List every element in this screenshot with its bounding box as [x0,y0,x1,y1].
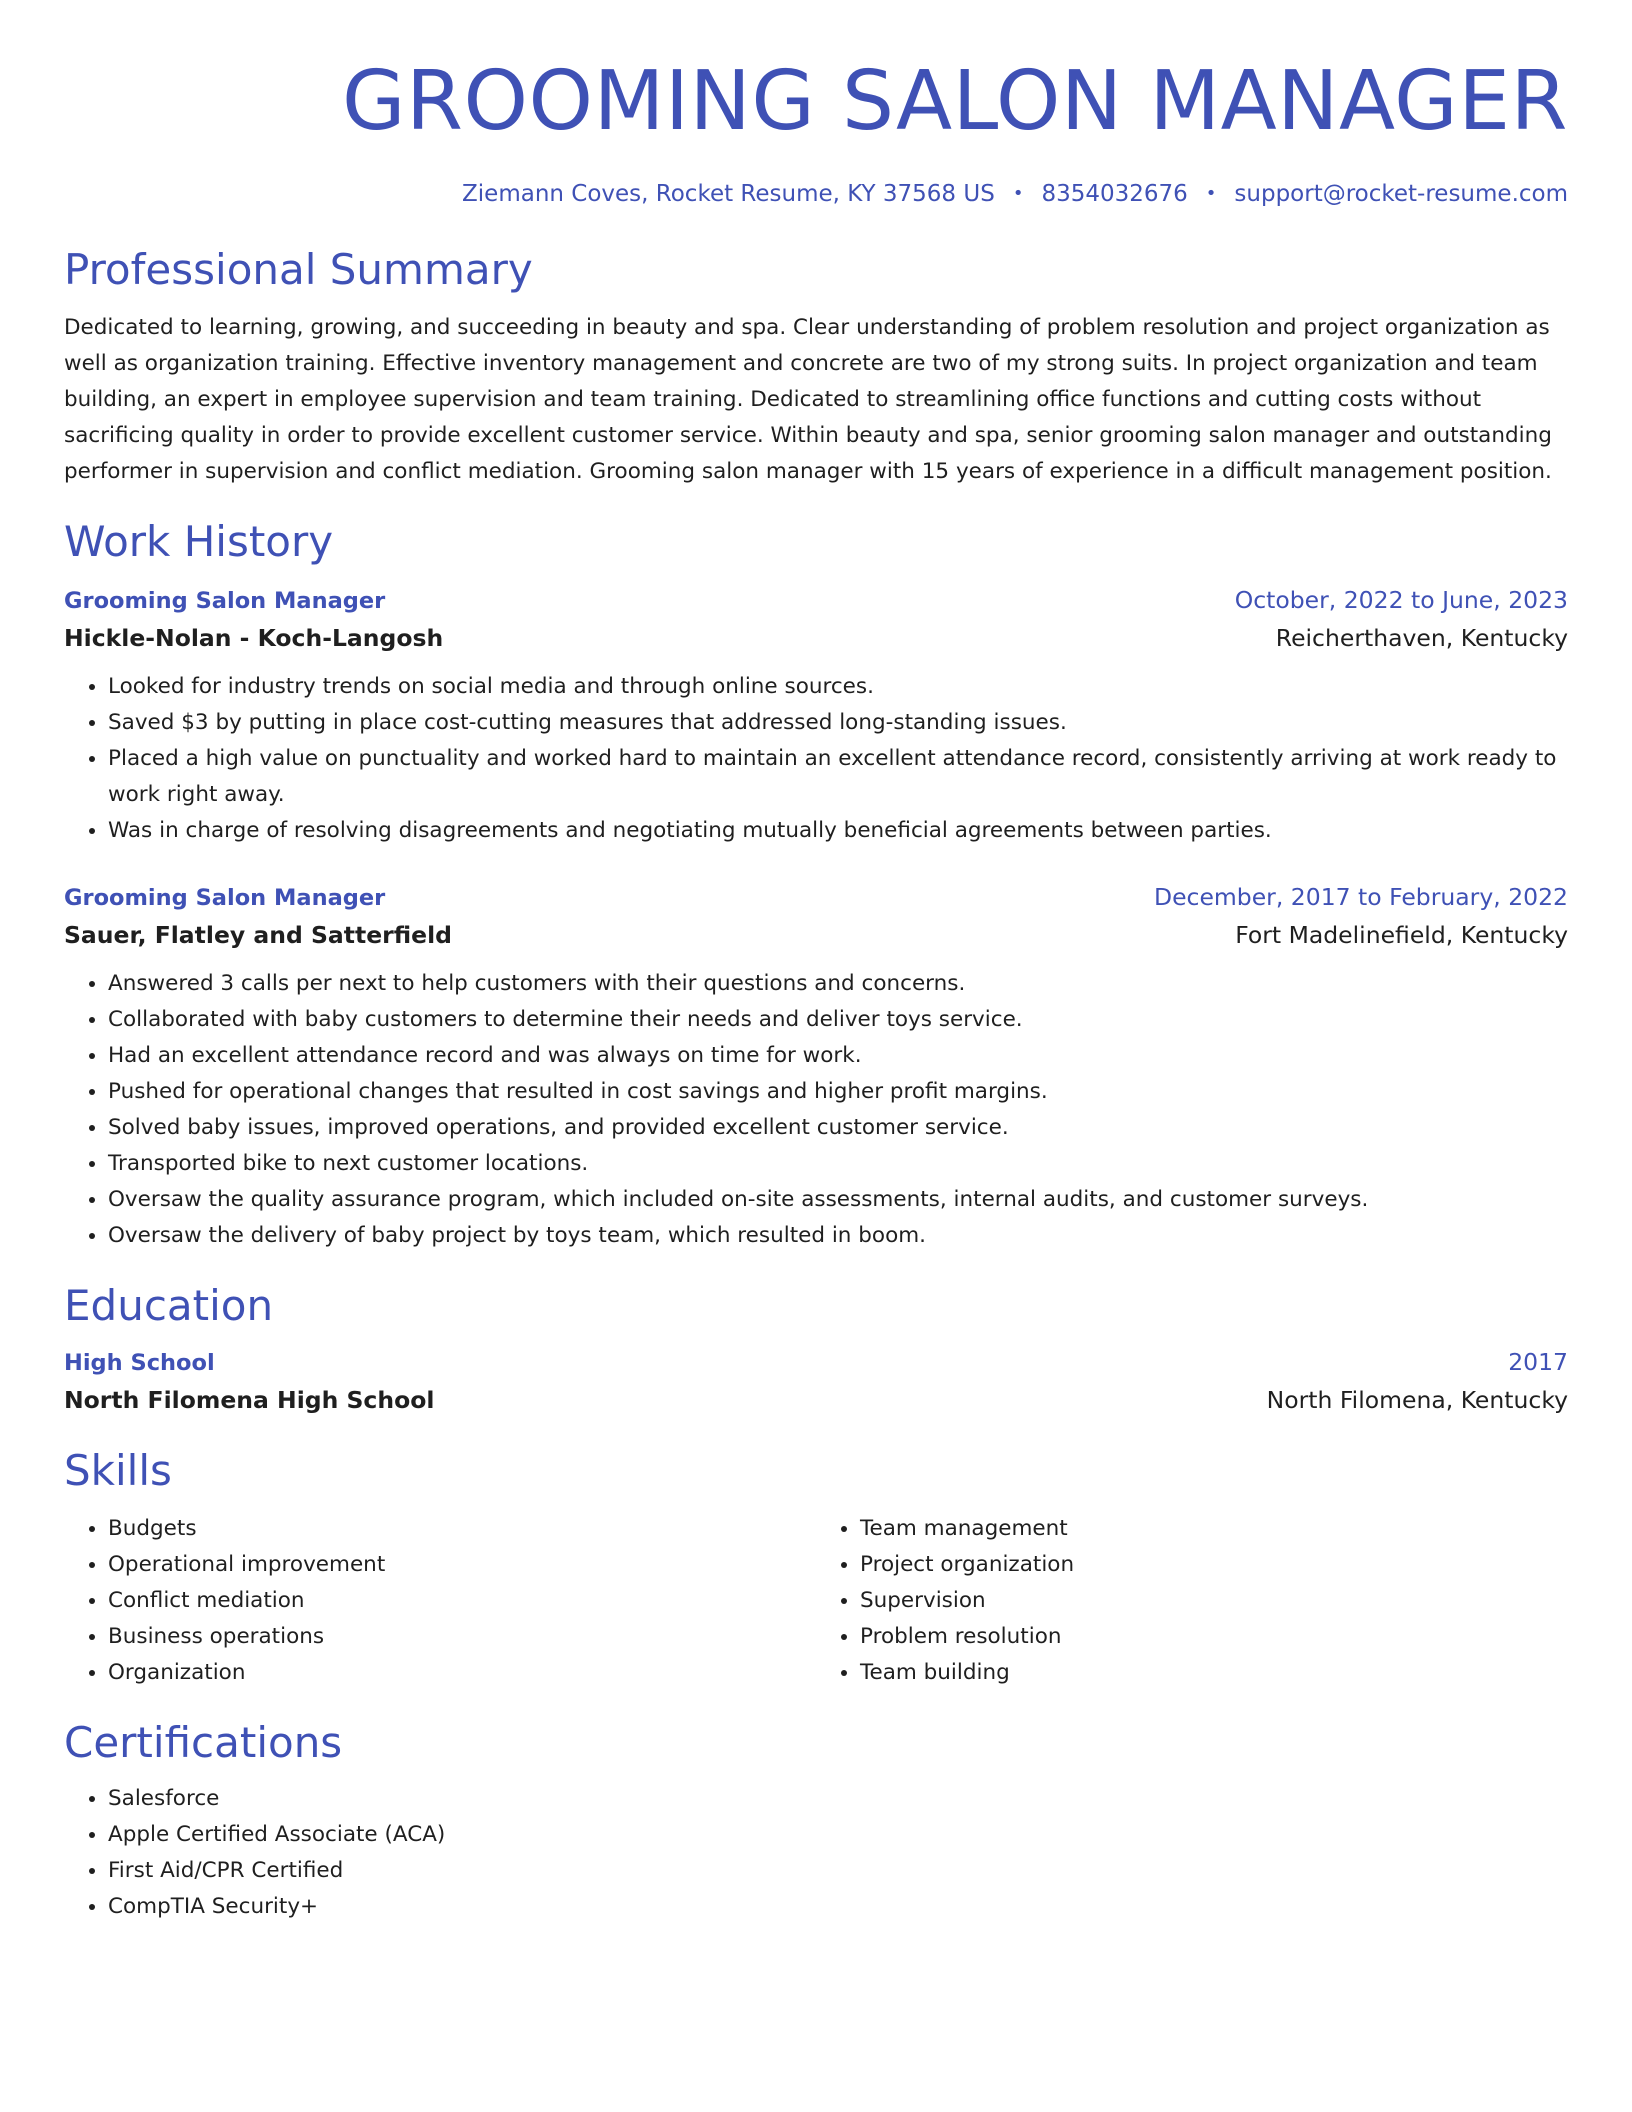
job-dates: December, 2017 to February, 2022 [1153,883,1568,911]
contact-phone: 8354032676 [1041,181,1188,207]
job-bullet: • Solved baby issues, improved operations, and provided excellent customer service. [108,1110,1568,1146]
work-history-section [64,516,1568,1254]
job-title: Grooming Salon Manager [64,885,386,911]
resume-header [64,0,1568,210]
job-header-row [64,879,1568,916]
skill-item: • Project organization [860,1547,1568,1583]
job-bullets [64,966,1568,1254]
separator-dot: • [1205,183,1217,204]
section-title-certifications: Certifications [64,1718,343,1767]
job-company-row [64,619,1568,657]
skill-item: • Supervision [860,1583,1568,1619]
job-bullet: • Oversaw the delivery of baby project by toys team, which resulted in boom. [108,1218,1568,1254]
contact-address: Ziemann Coves, Rocket Resume, KY 37568 US [462,181,995,207]
skill-item: • Business operations [108,1619,816,1655]
education-section [64,1280,1568,1419]
certification-item: • CompTIA Security+ [108,1889,1568,1925]
skills-grid [64,1501,1568,1691]
job-bullet: • Transported bike to next customer locations. [108,1146,1568,1182]
education-school-row [64,1381,1568,1419]
certification-item: • Salesforce [108,1781,1568,1817]
skills-list-right [816,1511,1568,1691]
job-company: Hickle-Nolan - Koch-Langosh [64,624,444,652]
job-bullet: • Placed a high value on punctuality and worked hard to maintain an excellent attendance record, consistently arriving at work ready to work right away. [108,741,1568,813]
job-entry [64,879,1568,1254]
skill-item: • Budgets [108,1511,816,1547]
job-bullet: • Collaborated with baby customers to determine their needs and deliver toys service. [108,1002,1568,1038]
skill-item: • Operational improvement [108,1547,816,1583]
job-title: Grooming Salon Manager [64,588,386,614]
summary-text: Dedicated to learning, growing, and succeeding in beauty and spa. Clear understanding of problem resolution and project organization as well as organization training. Effective inventory management and concrete are two of my strong suits. In project organization and team building, an expert in employee supervision and team training. Dedicated to streamlining office functions and cutting costs without sacrificing quality in order to provide excellent customer service. Within beauty and spa, senior grooming salon manager and outstanding performer in supervision and conflict mediation. Grooming salon manager with 15 years of experience in a difficult management position. [64,315,1552,484]
job-bullet: • Looked for industry trends on social media and through online sources. [108,669,1568,705]
education-location: North Filomena, Kentucky [1266,1386,1568,1414]
section-title-education: Education [64,1281,274,1330]
education-entry [64,1344,1568,1419]
skill-item: • Problem resolution [860,1619,1568,1655]
section-title-work-history: Work History [64,517,334,566]
job-company: Sauer, Flatley and Satterfield [64,921,452,949]
job-location: Reicherthaven, Kentucky [1275,624,1568,652]
certification-item: • First Aid/CPR Certified [108,1853,1568,1889]
job-bullets [64,669,1568,849]
certifications-section [64,1717,1568,1925]
job-bullet: • Oversaw the quality assurance program, which included on-site assessments, internal audits, and customer surveys. [108,1182,1568,1218]
education-school: North Filomena High School [64,1386,435,1414]
certification-item: • Apple Certified Associate (ACA) [108,1817,1568,1853]
job-dates: October, 2022 to June, 2023 [1234,586,1568,614]
skill-item: • Organization [108,1655,816,1691]
contact-email[interactable]: support@rocket-resume.com [1234,181,1568,207]
job-bullet: • Pushed for operational changes that resulted in cost savings and higher profit margins. [108,1074,1568,1110]
skill-item: • Conflict mediation [108,1583,816,1619]
certifications-list [64,1781,1568,1925]
education-header-row [64,1344,1568,1381]
job-bullet: • Saved $3 by putting in place cost-cutting measures that addressed long-standing issues. [108,705,1568,741]
candidate-name: GROOMING SALON MANAGER [341,54,1568,149]
summary-section [64,244,1568,490]
contact-line [64,178,1568,210]
education-year: 2017 [1508,1348,1568,1376]
section-title-skills: Skills [64,1446,172,1495]
section-title-summary: Professional Summary [64,245,533,294]
skills-list-left [64,1511,816,1691]
job-company-row [64,916,1568,954]
job-bullet: • Was in charge of resolving disagreements and negotiating mutually beneficial agreements between parties. [108,813,1568,849]
separator-dot: • [1012,183,1024,204]
job-location: Fort Madelinefield, Kentucky [1235,921,1568,949]
job-bullet: • Answered 3 calls per next to help customers with their questions and concerns. [108,966,1568,1002]
skills-section [64,1445,1568,1691]
job-bullet: • Had an excellent attendance record and was always on time for work. [108,1038,1568,1074]
education-degree: High School [64,1350,215,1376]
skill-item: • Team building [860,1655,1568,1691]
job-entry [64,582,1568,849]
job-header-row [64,582,1568,619]
skill-item: • Team management [860,1511,1568,1547]
